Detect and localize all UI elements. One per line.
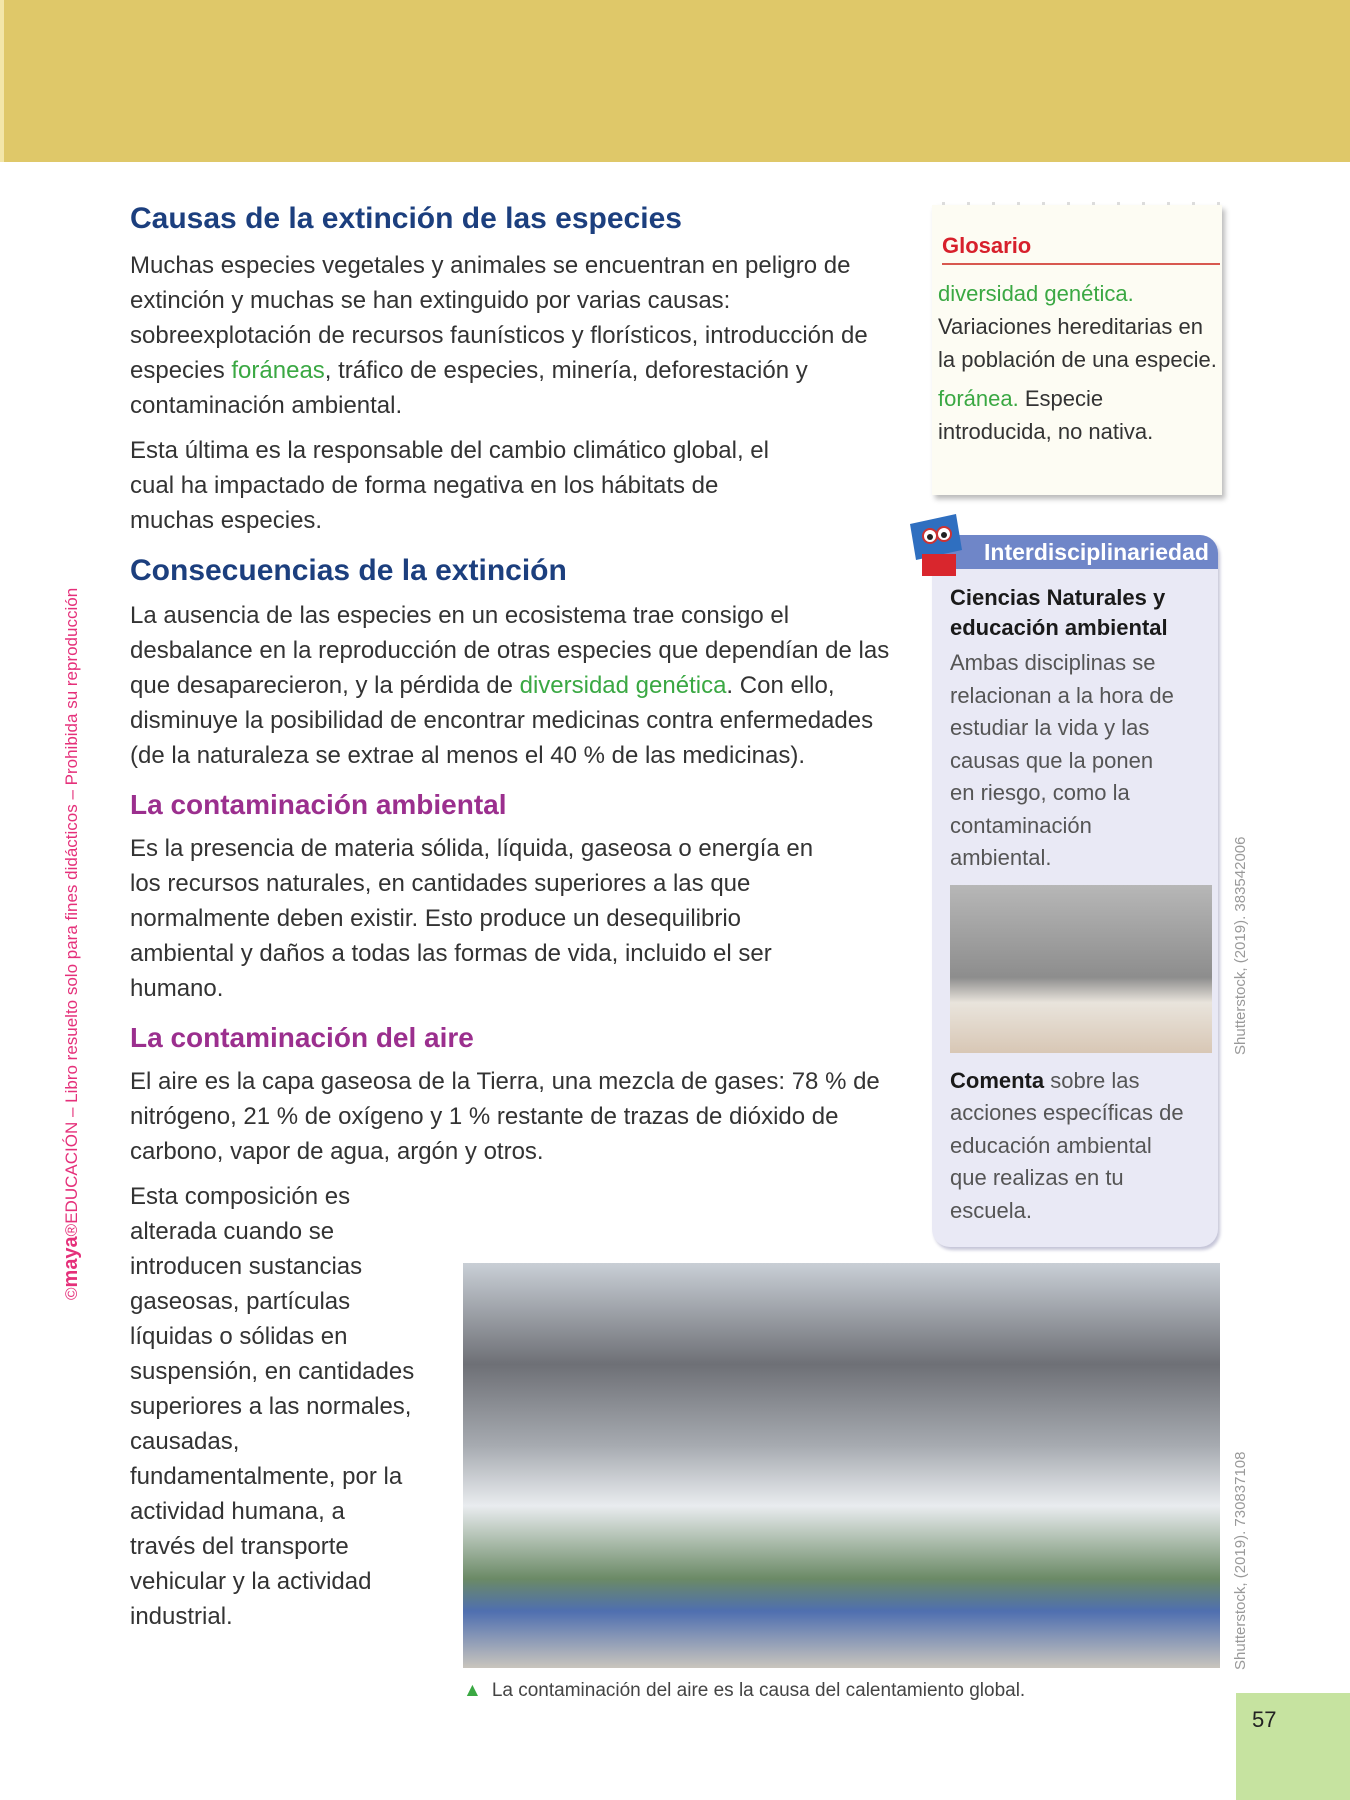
heading-contaminacion-ambiental: La contaminación ambiental — [130, 789, 507, 820]
text: La ausencia de las especies en un ecosistema trae consigo el desbalance en la reproducción de otras especies que dependían de las que desaparecieron, y la pérdida de — [130, 602, 890, 699]
book-mascot-icon — [906, 510, 974, 580]
interdisciplinary-text: Ambas disciplinas se relacionan a la hora de estudiar la vida y las causas que la ponen en riesgo, como la contaminación ambiental. — [950, 650, 1174, 870]
interdisciplinary-subtitle: Ciencias Naturales y educación ambiental — [950, 585, 1168, 640]
glossary-link-foraneas[interactable]: foráneas — [231, 357, 325, 384]
heading-causas: Causas de la extinción de las especies — [130, 202, 682, 235]
heading-contaminacion-aire: La contaminación del aire — [130, 1022, 474, 1053]
glossary-definition: Variaciones hereditarias en la población de una especie. — [938, 314, 1217, 372]
paragraph: Esta última es la responsable del cambio climático global, el cual ha impactado de forma negativa en los hábitats de muchas especies. — [130, 437, 769, 534]
header-band — [0, 0, 1350, 162]
paragraph — [130, 248, 890, 423]
text: Muchas especies vegetales y animales se encuentran en peligro de extinción y muchas se han extinguido por varias causas: sobreexplotación de recursos faunísticos y florísticos, introducción de especies — [130, 252, 868, 384]
interdisciplinary-title: Interdisciplinariedad — [932, 535, 1218, 569]
paragraph: El aire es la capa gaseosa de la Tierra, una mezcla de gases: 78 % de nitrógeno, 21 % de oxígeno y 1 % restante de trazas de dióxido de carbono, vapor de agua, argón y otros. — [130, 1068, 880, 1165]
glossary-term: foránea. — [938, 386, 1019, 411]
text: . Con ello, disminuye la posibilidad de encontrar medicinas contra enfermedades (de la naturaleza se extrae al menos el 40 % de las medicinas). — [130, 672, 874, 769]
glossary-body — [938, 277, 1218, 448]
page-number: 57 — [1236, 1693, 1350, 1800]
glossary-definition: Especie introducida, no nativa. — [938, 386, 1154, 444]
paragraph: Esta composición es alterada cuando se introducen sustancias gaseosas, partículas líquidas o sólidas en suspensión, en cantidades superiores a las normales, causadas, fundamentalmente, por la actividad humana, a través del transporte vehicular y la actividad industrial. — [130, 1183, 415, 1630]
triangle-icon: ▲ — [463, 1680, 482, 1701]
glossary-term: diversidad genética. — [938, 281, 1134, 306]
photo-credit: Shutterstock, (2019). 383542006 — [1232, 836, 1249, 1055]
side-note-text: EDUCACIÓN – Libro resuelto solo para fines didácticos – Prohibida su reproducción — [62, 587, 81, 1224]
paragraph — [130, 598, 890, 773]
heading-consecuencias: Consecuencias de la extinción — [130, 554, 567, 587]
caption-text: La contaminación del aire es la causa del calentamiento global. — [491, 1680, 1026, 1701]
glossary-box — [932, 205, 1222, 495]
photo-credit: Shutterstock, (2019). 730837108 — [1232, 1451, 1249, 1670]
factory-smoke-photo — [463, 1263, 1220, 1668]
text: , tráfico de especies, minería, deforestación y contaminación ambiental. — [130, 357, 808, 419]
comenta-text: sobre las acciones específicas de educación ambiental que realizas en tu escuela. — [950, 1067, 1184, 1223]
brand-logo: maya — [60, 1236, 82, 1288]
hands-holding-book-eco-photo — [950, 885, 1212, 1053]
copyright-side-note: ©maya®EDUCACIÓN – Libro resuelto solo para fines didácticos – Prohibida su reproducción — [60, 587, 82, 1300]
comenta-label: Comenta — [950, 1067, 1045, 1093]
glossary-link-diversidad[interactable]: diversidad genética — [519, 672, 727, 699]
paragraph: Es la presencia de materia sólida, líquida, gaseosa o energía en los recursos naturales, en cantidades superiores a las que normalmente deben existir. Esto produce un desequilibrio ambiental y daños a todas las formas de vida, incluido el ser humano. — [130, 835, 814, 1002]
photo-caption — [463, 1680, 1025, 1702]
glossary-title: Glosario — [942, 233, 1220, 265]
